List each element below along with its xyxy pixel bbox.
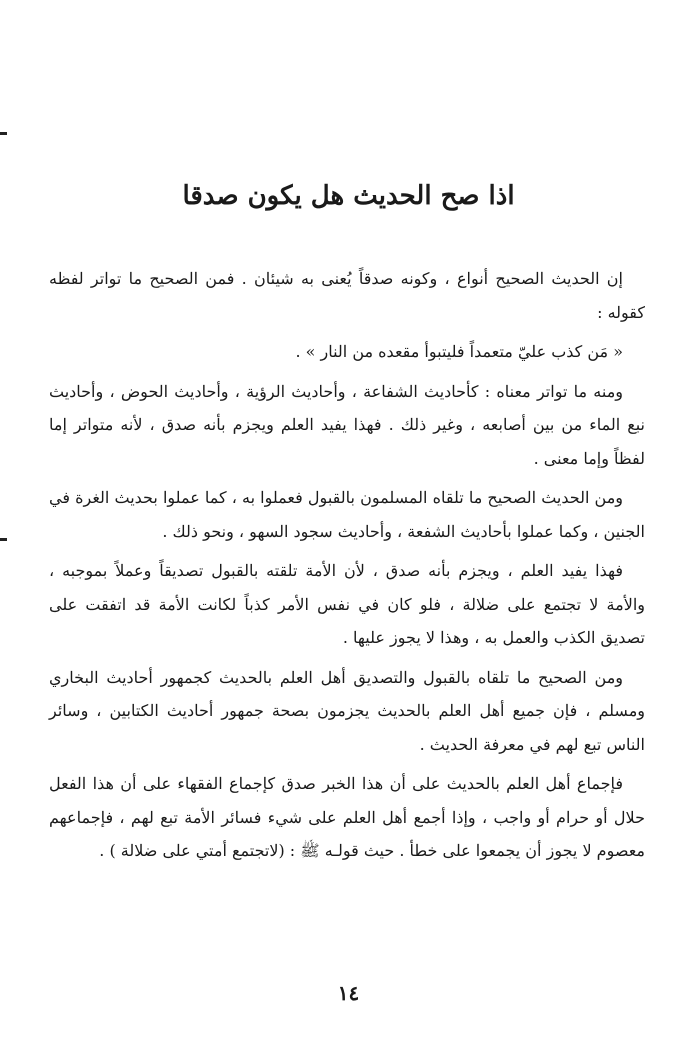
paragraph-3: ومنه ما تواتر معناه : كأحاديث الشفاعة ، وأحاديث الرؤية ، وأحاديث الحوض ، وأحاديث نبع الماء من بين أصابعه ، وغير ذلك . فهذا يفيد العلم ويجزم بأنه صدق ، لأنه متواتر إما لفظاً وإما معنى . (49, 381, 645, 468)
paragraph-2-hadith-quote: « مَن كذب عليّ متعمداً فليتبوأ مقعده من النار » . (295, 342, 623, 361)
paragraph-5: فهذا يفيد العلم ، ويجزم بأنه صدق ، لأن الأمة تلقته بالقبول تصديقاً وعملاً بموجبه ، والأمة لا تجتمع على ضلالة ، فلو كان في نفس الأمر كذباً لكانت الأمة قد اتفقت على تصديق الكذب والعمل به ، وهذا لا يجوز عليها . (49, 561, 645, 647)
paragraph-6: ومن الصحيح ما تلقاه بالقبول والتصديق أهل العلم بالحديث كجمهور أحاديث البخاري ومسلم ، فإن جميع أهل العلم بالحديث يجزمون بصحة جمهور أحاديث الكتابين ، وسائر الناس تبع لهم في معرفة الحديث . (49, 667, 645, 754)
body-text (49, 262, 645, 874)
paragraph-4: ومن الحديث الصحيح ما تلقاه المسلمون بالقبول فعملوا به ، كما عملوا بحديث الغرة في الجنين ، وكما عملوا بأحاديث الشفعة ، وأحاديث سجود السهو ، ونحو ذلك . (49, 488, 645, 541)
left-edge-mark-top (0, 132, 7, 135)
paragraph-7: فإجماع أهل العلم بالحديث على أن هذا الخبر صدق كإجماع الفقهاء على أن هذا الفعل حلال أو حرام أو واجب ، وإذا أجمع أهل العلم على شيء فسائر الأمة تبع لهم ، فإجماعهم معصوم لا يجوز أن يجمعوا على خطأ . حيث قولـه ﷺ : (لاتجتمع أمتي على ضلالة ) . (49, 774, 645, 860)
page-number: ١٤ (337, 981, 360, 1005)
page-title: اذا صح الحديث هل يكون صدقا (182, 181, 515, 211)
left-edge-mark-middle (0, 538, 7, 541)
paragraph-1: إن الحديث الصحيح أنواع ، وكونه صدقاً يُعنى به شيئان . فمن الصحيح ما تواتر لفظه كقوله : (49, 269, 645, 322)
